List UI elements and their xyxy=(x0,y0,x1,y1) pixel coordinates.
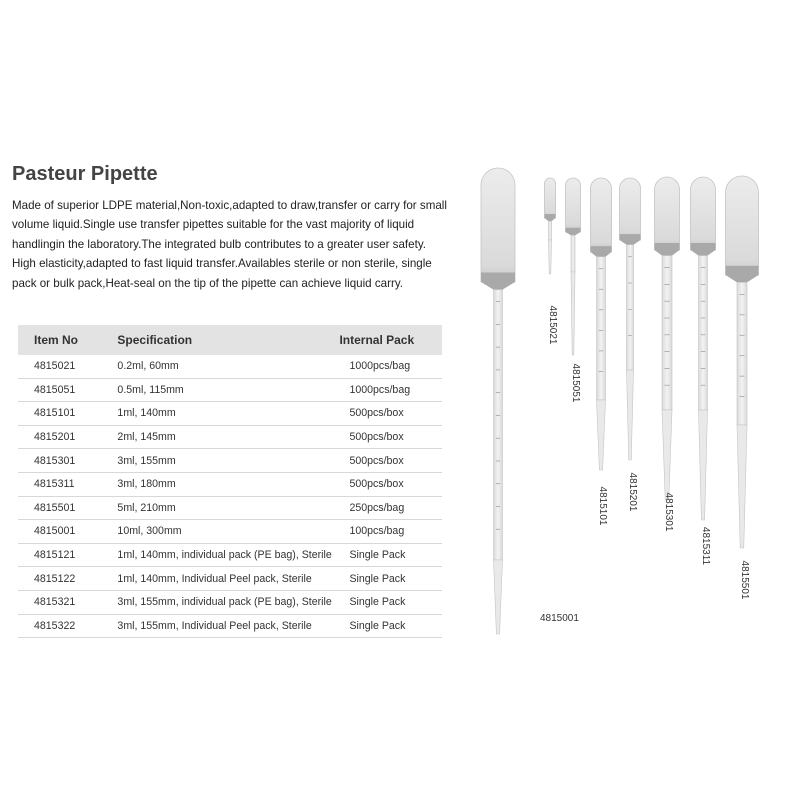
pipette-stem xyxy=(549,221,552,240)
pipette-stem xyxy=(571,235,575,272)
cell-item-no: 4815311 xyxy=(18,472,117,496)
cell-specification: 10ml, 300mm xyxy=(117,520,339,544)
pipette-tip xyxy=(627,370,634,460)
cell-internal-pack: 500pcs/box xyxy=(339,472,442,496)
col-header-item-no: Item No xyxy=(18,325,117,355)
cell-specification: 0.5ml, 115mm xyxy=(117,378,339,402)
pipette-bulb-band xyxy=(591,246,612,257)
pipette-item-label: 4815051 xyxy=(570,363,581,403)
pipette-bulb xyxy=(726,176,759,275)
cell-internal-pack: 500pcs/box xyxy=(339,449,442,473)
cell-internal-pack: 500pcs/box xyxy=(339,402,442,426)
cell-internal-pack: 1000pcs/bag xyxy=(339,378,442,402)
cell-specification: 5ml, 210mm xyxy=(117,496,339,520)
page-title: Pasteur Pipette xyxy=(12,163,158,185)
cell-item-no: 4815021 xyxy=(18,355,117,378)
pipette-tip xyxy=(662,410,672,500)
pipette-bulb-band xyxy=(481,272,515,289)
pipette-tip xyxy=(699,410,708,520)
pipette xyxy=(620,178,641,512)
pipette-stem xyxy=(737,282,747,425)
pipette-stem xyxy=(699,256,708,410)
cell-specification: 2ml, 145mm xyxy=(117,425,339,449)
cell-internal-pack: 250pcs/bag xyxy=(339,496,442,520)
pipette-stem xyxy=(597,257,606,400)
cell-item-no: 4815321 xyxy=(18,590,117,614)
cell-specification: 3ml, 155mm, individual pack (PE bag), Sterile xyxy=(117,590,339,614)
cell-internal-pack: Single Pack xyxy=(339,543,442,567)
pipette-bulb xyxy=(620,178,641,240)
pipette-bulb-band xyxy=(655,243,680,256)
pipette-item-label: 4815201 xyxy=(627,472,638,512)
pipette-tip xyxy=(549,240,552,274)
pipette-item-label: 4815301 xyxy=(663,492,674,532)
pipette-item-label: 4815021 xyxy=(547,305,558,345)
cell-internal-pack: Single Pack xyxy=(339,590,442,614)
cell-specification: 3ml, 155mm xyxy=(117,449,339,473)
pipette xyxy=(655,177,680,532)
col-header-specification: Specification xyxy=(117,325,339,355)
col-header-internal-pack: Internal Pack xyxy=(339,325,442,355)
pipette-bulb xyxy=(691,177,716,250)
pipette xyxy=(726,176,759,600)
pipette xyxy=(566,178,582,403)
pipette-bulb-band xyxy=(566,228,581,236)
pipette-bulb xyxy=(481,168,515,282)
pipette-item-label: 4815001 xyxy=(540,613,579,624)
pipette xyxy=(481,168,579,634)
pipette-bulb xyxy=(655,177,680,250)
cell-specification: 3ml, 180mm xyxy=(117,472,339,496)
pipette-item-label: 4815501 xyxy=(739,560,750,600)
cell-specification: 1ml, 140mm, individual pack (PE bag), Sterile xyxy=(117,543,339,567)
product-description: Made of superior LDPE material,Non-toxic,adapted to draw,transfer or carry for small volume liquid.Single use transfer pipettes suitable for the vast majority of liquid handlingin the laboratory.The integrated bulb contributes to a greater user safety. High elasticity,adapted to fast liquid transfer.Availables sterile or non sterile, single pack or bulk pack,Heat-seal on the tip of the pipette can achieve liquid carry. xyxy=(12,199,447,290)
cell-internal-pack: Single Pack xyxy=(339,567,442,591)
pipette-bulb-band xyxy=(620,234,641,245)
cell-item-no: 4815122 xyxy=(18,567,117,591)
cell-specification: 0.2ml, 60mm xyxy=(117,355,339,378)
pipette-stem xyxy=(662,256,672,410)
cell-item-no: 4815001 xyxy=(18,520,117,544)
pipette-bulb xyxy=(591,178,612,252)
cell-specification: 1ml, 140mm, Individual Peel pack, Sterile xyxy=(117,567,339,591)
pipette-bulb-band xyxy=(691,243,716,256)
cell-item-no: 4815101 xyxy=(18,402,117,426)
pipette-item-label: 4815101 xyxy=(597,486,608,526)
cell-specification: 1ml, 140mm xyxy=(117,402,339,426)
cell-item-no: 4815201 xyxy=(18,425,117,449)
pipette-bulb-band xyxy=(726,266,759,283)
cell-item-no: 4815301 xyxy=(18,449,117,473)
pipette-tip xyxy=(494,560,503,634)
pipette-bulb xyxy=(545,178,556,218)
pipette-item-label: 4815311 xyxy=(700,526,711,566)
cell-internal-pack: Single Pack xyxy=(339,614,442,638)
pipette xyxy=(591,178,612,526)
pipette xyxy=(545,178,559,345)
pipette-stem xyxy=(627,245,634,370)
cell-item-no: 4815322 xyxy=(18,614,117,638)
cell-item-no: 4815051 xyxy=(18,378,117,402)
cell-internal-pack: 100pcs/bag xyxy=(339,520,442,544)
pipette-bulb-band xyxy=(545,214,556,221)
cell-specification: 3ml, 155mm, Individual Peel pack, Sterile xyxy=(117,614,339,638)
cell-item-no: 4815501 xyxy=(18,496,117,520)
pipette-tip xyxy=(571,272,575,355)
cell-item-no: 4815121 xyxy=(18,543,117,567)
cell-internal-pack: 500pcs/box xyxy=(339,425,442,449)
cell-internal-pack: 1000pcs/bag xyxy=(339,355,442,378)
pipette xyxy=(691,177,716,566)
pipette-stem xyxy=(494,290,503,560)
pipette-tip xyxy=(597,400,606,470)
pipette-bulb xyxy=(566,178,581,232)
pipette-tip xyxy=(737,425,747,548)
